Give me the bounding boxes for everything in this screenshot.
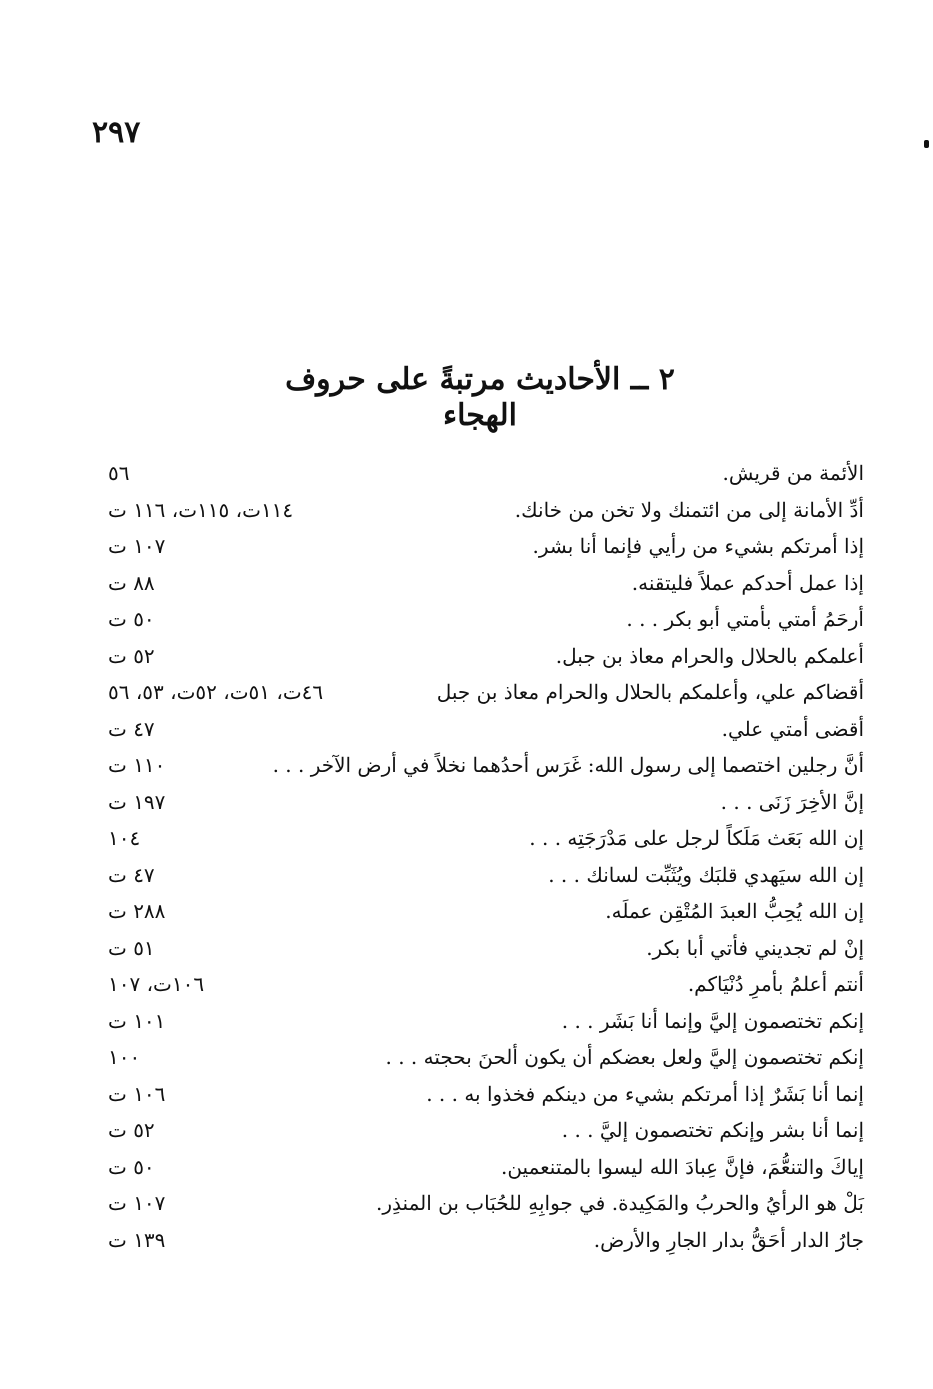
index-entry (100, 1185, 870, 1222)
hadith-text: إن الله يُحِبُّ العبدَ المُتْقِن عملَه. (605, 899, 864, 923)
hadith-text: إن الله سيَهدي قلبَك ويُثَبِّت لسانك . . . (548, 862, 864, 887)
hadith-text: جارُ الدار أحَقُّ بدار الجارِ والأرض. (593, 1227, 864, 1252)
index-entry (100, 1112, 870, 1149)
index-entry (100, 711, 870, 748)
index-entry (100, 820, 870, 857)
index-entry (100, 455, 870, 492)
page-references: ١٠٤ (108, 826, 141, 850)
index-entry (100, 638, 870, 675)
hadith-text: إياكَ والتنعُّمَ، فإنَّ عِبادَ الله ليسوا بالمتنعمين. (500, 1154, 864, 1179)
index-entry (100, 1003, 870, 1040)
hadith-text: أقضاكم علي، وأعلمكم بالحلال والحرام معاذ بن جبل (436, 680, 864, 704)
page-references: ٥٠ ت (108, 607, 155, 631)
index-entry (100, 528, 870, 565)
page-references: ١٠٦ ت (108, 1081, 166, 1106)
hadith-text: أنَّ رجلين اختصما إلى رسول الله: غَرَس أحدُهما نخلاً في أرض الآخر . . . (272, 753, 864, 777)
margin-mark (924, 140, 929, 148)
hadith-text: إنما أنا بشر وإنكم تختصمون إليَّ . . . (561, 1118, 864, 1142)
hadith-index-list (100, 455, 870, 1258)
page-references: ٤٦ت، ٥١ت، ٥٢ت، ٥٣، ٥٦ (108, 680, 324, 704)
hadith-text: أعلمكم بالحلال والحرام معاذ بن جبل. (555, 643, 864, 668)
page-references: ٤٧ ت (108, 716, 155, 741)
page-references: ١٣٩ ت (108, 1227, 166, 1252)
index-entry (100, 893, 870, 930)
hadith-text: أرحَمُ أمتي بأمتي أبو بكر . . . (626, 607, 864, 631)
index-entry (100, 1222, 870, 1259)
hadith-text: إنكم تختصمون إليَّ وإنما أنا بَشَر . . . (561, 1008, 864, 1033)
hadith-text: إذا أمرتكم بشيء من رأيي فإنما أنا بشر. (532, 534, 864, 558)
hadith-text: إنْ لم تجديني فأتي أبا بكر. (646, 935, 864, 960)
page-references: ١١٤ت، ١١٥ت، ١١٦ ت (108, 497, 294, 522)
index-entry (100, 674, 870, 711)
page-references: ٥٠ ت (108, 1154, 155, 1179)
index-entry (100, 601, 870, 638)
index-entry (100, 784, 870, 821)
index-entry (100, 492, 870, 529)
page-references: ١٩٧ ت (108, 789, 166, 814)
hadith-text: أدِّ الأمانة إلى من ائتمنك ولا تخن من خانك. (514, 497, 864, 522)
page-references: ١٠٠ (108, 1045, 141, 1069)
hadith-text: إنكم تختصمون إليَّ ولعل بعضكم أن يكون ألحنَ بحجته . . . (385, 1045, 864, 1069)
page-references: ٤٧ ت (108, 862, 155, 887)
index-entry (100, 930, 870, 967)
index-entry (100, 565, 870, 602)
page-references: ٥٢ ت (108, 1118, 155, 1142)
page-references: ٥٦ (108, 461, 130, 485)
page-references: ١٠١ ت (108, 1008, 166, 1033)
hadith-text: بَلْ هو الرأيُ والحربُ والمَكِيدة. في جوابِهِ للحُبَاب بن المنذِر. (376, 1191, 864, 1215)
page-references: ١٠٧ ت (108, 534, 166, 558)
page-references: ٢٨٨ ت (108, 899, 166, 923)
index-entry (100, 747, 870, 784)
hadith-text: أقضى أمتي علي. (721, 716, 864, 741)
hadith-text: إنما أنا بَشَرٌ إذا أمرتكم بشيء من دينكم فخذوا به . . . (426, 1081, 864, 1106)
page-references: ٥٢ ت (108, 643, 155, 668)
hadith-text: أنتم أعلمُ بأمرِ دُنْيَاكم. (687, 972, 864, 996)
hadith-text: إن الله بَعَث مَلَكاً لرجل على مَدْرَجَتِه . . . (529, 826, 864, 850)
page-references: ٥١ ت (108, 935, 155, 960)
page-references: ٨٨ ت (108, 570, 155, 595)
page-references: ١٠٧ ت (108, 1191, 166, 1215)
hadith-text: الأئمة من قريش. (722, 461, 864, 485)
page-references: ١١٠ ت (108, 753, 166, 777)
section-title: ٢ ــ الأحاديث مرتبةً على حروف الهجاء (285, 361, 675, 433)
index-entry (100, 1039, 870, 1076)
page-references: ١٠٦ت، ١٠٧ (108, 972, 205, 996)
hadith-text: إذا عمل أحدكم عملاً فليتقنه. (631, 570, 864, 595)
index-entry (100, 966, 870, 1003)
page-number: ٢٩٧ (92, 115, 141, 150)
index-entry (100, 1076, 870, 1113)
hadith-text: إنَّ الأخِرَ زَنَى . . . (720, 789, 864, 814)
index-entry (100, 857, 870, 894)
index-entry (100, 1149, 870, 1186)
